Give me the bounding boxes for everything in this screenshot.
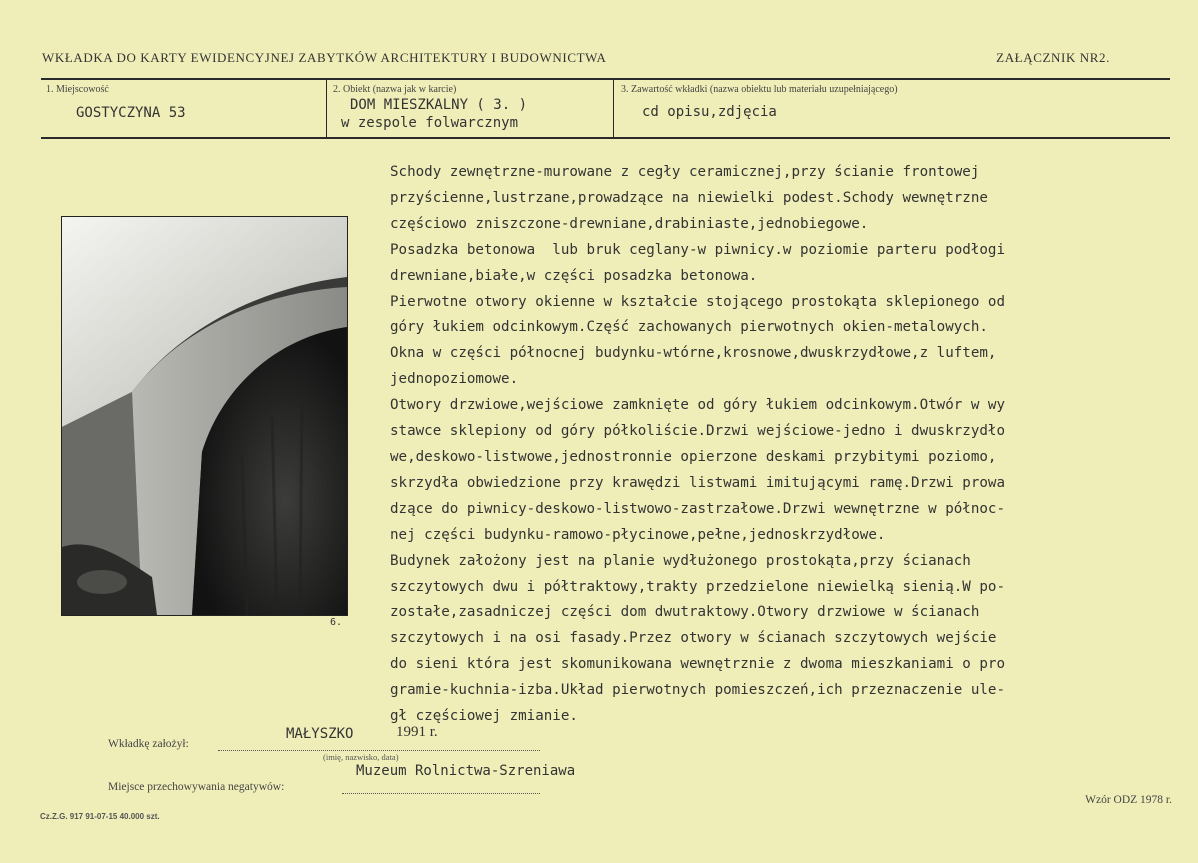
description-line: jednopoziomowe. — [390, 371, 519, 388]
interior-vault-photo — [61, 216, 348, 616]
author-hint: (imię, nazwisko, data) — [323, 752, 399, 762]
description-line: przyścienne,lustrzane,prowadzące na niewielki podest.Schody wewnętrzne — [390, 189, 988, 206]
author-dotted-line — [218, 749, 540, 751]
header-top-rule — [41, 78, 1170, 80]
storage-dotted-line — [342, 792, 540, 794]
description-line: drewniane,białe,w części posadzka betonowa. — [390, 267, 758, 284]
header-divider-1 — [326, 80, 327, 137]
description-line: szczytowych i na osi fasady.Przez otwory w ścianach szczytowych wejście — [390, 630, 997, 647]
header-divider-2 — [613, 80, 614, 137]
field-object-value-line2: w zespole folwarcznym — [341, 115, 519, 131]
description-line: nej części budynku-ramowo-płycinowe,pełne,jednoskrzydłowe. — [390, 526, 886, 543]
description-line: gł częściowej zmianie. — [390, 708, 578, 725]
attachment-label-text: ZAŁĄCZNIK NR — [996, 50, 1100, 65]
field-contents-value: cd opisu,zdjęcia — [642, 104, 777, 120]
form-code: Wzór ODZ 1978 r. — [1085, 794, 1172, 806]
storage-label: Miejsce przechowywania negatywów: — [108, 781, 285, 793]
attachment-label — [996, 50, 1110, 66]
author-label: Wkładkę założył: — [108, 738, 189, 750]
author-name: MAŁYSZKO — [286, 726, 354, 742]
author-year: 1991 r. — [396, 724, 438, 740]
description-line: częściowo zniszczone-drewniane,drabiniaste,jednobiegowe. — [390, 215, 869, 232]
storage-value: Muzeum Rolnictwa-Szreniawa — [356, 763, 576, 779]
field-place-label: 1. Miejscowość — [46, 84, 109, 95]
field-object-value-line1: DOM MIESZKALNY ( 3. ) — [350, 97, 528, 113]
description-line: szczytowych dwu i półtraktowy,trakty przedzielone niewielką sienią.W po- — [390, 578, 1005, 595]
description-line: skrzydła obwiedzione przy krawędzi listwami imitującymi ramę.Drzwi prowa — [390, 474, 1005, 491]
description-line: we,deskowo-listwowe,jednostronnie opierzone deskami przybitymi poziomo, — [390, 448, 997, 465]
description-line: Okna w części północnej budynku-wtórne,krosnowe,dwuskrzydłowe,z luftem, — [390, 345, 997, 362]
header-bottom-rule — [41, 137, 1170, 139]
description-line: Posadzka betonowa lub bruk ceglany-w piwnicy.w poziomie parteru podłogi — [390, 241, 1005, 258]
description-line: Pierwotne otwory okienne w kształcie stojącego prostokąta sklepionego od — [390, 293, 1005, 310]
description-line: Budynek założony jest na planie wydłużonego prostokąta,przy ścianach — [390, 552, 971, 569]
field-place-value: GOSTYCZYNA 53 — [76, 105, 186, 121]
description-line: do sieni która jest skomunikowana wewnętrznie z dwoma mieszkaniami o pro — [390, 656, 1005, 673]
description-line: stawce sklepiony od góry półkoliście.Drzwi wejściowe-jedno i dwuskrzydło — [390, 423, 1005, 440]
description-line: gramie-kuchnia-izba.Układ pierwotnych pomieszczeń,ich przeznaczenie ule- — [390, 682, 1005, 699]
description-line: Schody zewnętrzne-murowane z cegły ceramicznej,przy ścianie frontowej — [390, 164, 980, 180]
field-object-label: 2. Obiekt (nazwa jak w karcie) — [333, 84, 457, 95]
print-code: Cz.Z.G. 917 91-07-15 40.000 szt. — [40, 812, 160, 821]
description-line: dzące do piwnicy-deskowo-listwowo-zastrzałowe.Drzwi wewnętrzne w północ- — [390, 500, 1005, 517]
description-line: zostałe,zasadniczej części dom dwutraktowy.Otwory drzwiowe w ścianach — [390, 604, 980, 621]
description-line: Otwory drzwiowe,wejściowe zamknięte od góry łukiem odcinkowym.Otwór w wy — [390, 397, 1005, 414]
attachment-number: 2. — [1099, 50, 1110, 65]
description-line: góry łukiem odcinkowym.Część zachowanych pierwotnych okien-metalowych. — [390, 319, 988, 336]
photo-number: 6. — [330, 617, 343, 628]
field-contents-label: 3. Zawartość wkładki (nazwa obiektu lub materiału uzupełniającego) — [621, 84, 898, 95]
description-text — [390, 160, 1130, 730]
document-title: WKŁADKA DO KARTY EWIDENCYJNEJ ZABYTKÓW ARCHITEKTURY I BUDOWNICTWA — [42, 50, 607, 65]
